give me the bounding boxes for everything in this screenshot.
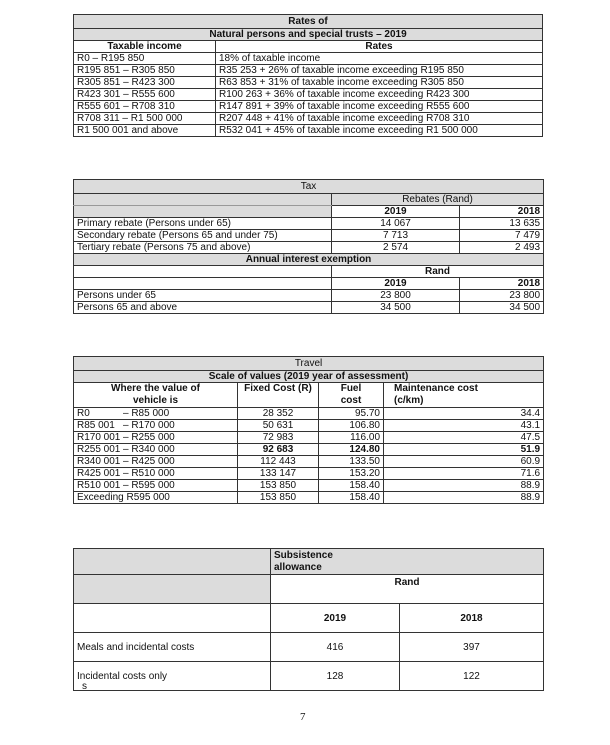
subsistence-title-line2: allowance bbox=[274, 562, 322, 573]
subsistence-table bbox=[73, 548, 544, 691]
rate-value: R207 448 + 41% of taxable income exceeding R708 310 bbox=[216, 113, 543, 125]
vehicle-value-range bbox=[74, 408, 238, 420]
fixed-cost: 153 850 bbox=[238, 492, 319, 504]
vehicle-value-range bbox=[74, 492, 238, 504]
table-row bbox=[74, 408, 544, 420]
fixed-cost: 28 352 bbox=[238, 408, 319, 420]
range-to: – R425 000 bbox=[123, 456, 175, 467]
vehicle-value-range bbox=[74, 420, 238, 432]
range-to: – R255 000 bbox=[123, 432, 175, 443]
table-row bbox=[74, 101, 543, 113]
table-row bbox=[74, 242, 544, 254]
rates-col-rates: Rates bbox=[216, 41, 543, 53]
table-row bbox=[74, 633, 544, 662]
table-row bbox=[74, 456, 544, 468]
col-fuel-line2: cost bbox=[340, 395, 362, 406]
rebate-2018: 7 479 bbox=[460, 230, 544, 242]
rate-value: 18% of taxable income bbox=[216, 53, 543, 65]
maintenance-cost: 88.9 bbox=[384, 492, 544, 504]
exemption-2019: 34 500 bbox=[332, 302, 460, 314]
table-row bbox=[74, 420, 544, 432]
maintenance-cost: 43.1 bbox=[384, 420, 544, 432]
table-row bbox=[74, 89, 543, 101]
table-row bbox=[74, 492, 544, 504]
fuel-cost: 116.00 bbox=[319, 432, 384, 444]
range-to: – R170 000 bbox=[123, 420, 175, 431]
fixed-cost: 72 983 bbox=[238, 432, 319, 444]
fixed-cost: 133 147 bbox=[238, 468, 319, 480]
table-row bbox=[74, 65, 543, 77]
subsistence-year-2018: 2018 bbox=[400, 604, 544, 633]
income-bracket: R305 851 – R423 300 bbox=[74, 77, 216, 89]
range-from: R510 001 bbox=[77, 480, 121, 491]
col-vehicle-value-line1: Where the value of bbox=[111, 383, 200, 394]
range-from: R255 001 bbox=[77, 444, 121, 455]
maintenance-cost: 51.9 bbox=[384, 444, 544, 456]
fuel-cost: 106.80 bbox=[319, 420, 384, 432]
rate-value: R63 853 + 31% of taxable income exceeding R305 850 bbox=[216, 77, 543, 89]
rebates-year-2019: 2019 bbox=[332, 206, 460, 218]
subsistence-rand-header: Rand bbox=[271, 575, 544, 604]
income-bracket: R195 851 – R305 850 bbox=[74, 65, 216, 77]
exemption-label: Persons 65 and above bbox=[74, 302, 332, 314]
table-row bbox=[74, 432, 544, 444]
table-row bbox=[74, 230, 544, 242]
maintenance-cost: 34.4 bbox=[384, 408, 544, 420]
vehicle-value-range bbox=[74, 444, 238, 456]
rate-value: R100 263 + 36% of taxable income exceeding R423 300 bbox=[216, 89, 543, 101]
subsistence-2018: 397 bbox=[400, 633, 544, 662]
table-row bbox=[74, 113, 543, 125]
page-number: 7 bbox=[300, 711, 306, 723]
col-maintenance-line2: (c/km) bbox=[394, 395, 424, 406]
table-row bbox=[74, 53, 543, 65]
fuel-cost: 95.70 bbox=[319, 408, 384, 420]
income-bracket: R708 311 – R1 500 000 bbox=[74, 113, 216, 125]
table-row bbox=[74, 77, 543, 89]
exemption-label: Persons under 65 bbox=[74, 290, 332, 302]
exemption-2018: 23 800 bbox=[460, 290, 544, 302]
rebate-2018: 13 635 bbox=[460, 218, 544, 230]
fixed-cost: 153 850 bbox=[238, 480, 319, 492]
travel-title: Travel bbox=[74, 357, 544, 371]
rebate-2018: 2 493 bbox=[460, 242, 544, 254]
fuel-cost: 158.40 bbox=[319, 492, 384, 504]
rebate-2019: 7 713 bbox=[332, 230, 460, 242]
rebate-label: Tertiary rebate (Persons 75 and above) bbox=[74, 242, 332, 254]
subsistence-year-2019: 2019 bbox=[271, 604, 400, 633]
rebate-2019: 14 067 bbox=[332, 218, 460, 230]
range-from: Exceeding R595 000 bbox=[77, 492, 170, 503]
subsistence-label: Incidental costs only bbox=[74, 662, 271, 691]
rates-subtitle: Natural persons and special trusts – 2019 bbox=[74, 29, 543, 41]
subsistence-2018: 122 bbox=[400, 662, 544, 691]
fixed-cost: 112 443 bbox=[238, 456, 319, 468]
rate-value: R147 891 + 39% of taxable income exceeding R555 600 bbox=[216, 101, 543, 113]
fuel-cost: 153.20 bbox=[319, 468, 384, 480]
exemption-rand-header: Rand bbox=[332, 266, 544, 278]
stray-mark: s bbox=[82, 681, 87, 692]
tax-table bbox=[73, 179, 544, 314]
table-row bbox=[74, 302, 544, 314]
exemption-header: Annual interest exemption bbox=[74, 254, 544, 266]
income-bracket: R0 – R195 850 bbox=[74, 53, 216, 65]
fuel-cost: 133.50 bbox=[319, 456, 384, 468]
fixed-cost: 92 683 bbox=[238, 444, 319, 456]
vehicle-value-range bbox=[74, 480, 238, 492]
range-to: – R510 000 bbox=[123, 468, 175, 479]
col-maintenance-line1: Maintenance cost bbox=[394, 383, 478, 394]
range-from: R170 001 bbox=[77, 432, 121, 443]
table-row bbox=[74, 480, 544, 492]
vehicle-value-range bbox=[74, 456, 238, 468]
rate-value: R532 041 + 45% of taxable income exceeding R1 500 000 bbox=[216, 125, 543, 137]
rates-col-income: Taxable income bbox=[74, 41, 216, 53]
rebate-label: Primary rebate (Persons under 65) bbox=[74, 218, 332, 230]
rate-value: R35 253 + 26% of taxable income exceeding R195 850 bbox=[216, 65, 543, 77]
income-bracket: R1 500 001 and above bbox=[74, 125, 216, 137]
range-to: – R85 000 bbox=[123, 408, 170, 419]
income-bracket: R555 601 – R708 310 bbox=[74, 101, 216, 113]
col-vehicle-value-line2: vehicle is bbox=[132, 395, 179, 406]
rebates-header: Rebates (Rand) bbox=[332, 194, 544, 206]
travel-table bbox=[73, 356, 544, 504]
maintenance-cost: 71.6 bbox=[384, 468, 544, 480]
range-from: R425 001 bbox=[77, 468, 121, 479]
range-to: – R595 000 bbox=[123, 480, 175, 491]
maintenance-cost: 47.5 bbox=[384, 432, 544, 444]
fuel-cost: 158.40 bbox=[319, 480, 384, 492]
vehicle-value-range bbox=[74, 468, 238, 480]
col-fixed-cost: Fixed Cost (R) bbox=[238, 383, 319, 408]
rebates-year-2018: 2018 bbox=[460, 206, 544, 218]
fuel-cost: 124.80 bbox=[319, 444, 384, 456]
rates-table bbox=[73, 14, 543, 137]
subsistence-2019: 128 bbox=[271, 662, 400, 691]
table-row bbox=[74, 218, 544, 230]
fixed-cost: 50 631 bbox=[238, 420, 319, 432]
rates-title: Rates of bbox=[74, 15, 543, 29]
travel-subtitle: Scale of values (2019 year of assessment) bbox=[74, 371, 544, 383]
subsistence-label: Meals and incidental costs bbox=[74, 633, 271, 662]
exemption-year-2018: 2018 bbox=[460, 278, 544, 290]
table-row bbox=[74, 125, 543, 137]
table-row bbox=[74, 290, 544, 302]
maintenance-cost: 88.9 bbox=[384, 480, 544, 492]
table-row bbox=[74, 444, 544, 456]
exemption-2019: 23 800 bbox=[332, 290, 460, 302]
subsistence-title-line1: Subsistence bbox=[274, 550, 333, 561]
table-row bbox=[74, 468, 544, 480]
range-from: R85 001 bbox=[77, 420, 115, 431]
vehicle-value-range bbox=[74, 432, 238, 444]
exemption-year-2019: 2019 bbox=[332, 278, 460, 290]
table-row bbox=[74, 662, 544, 691]
col-fuel-line1: Fuel bbox=[340, 383, 362, 394]
exemption-2018: 34 500 bbox=[460, 302, 544, 314]
range-to: – R340 000 bbox=[123, 444, 175, 455]
income-bracket: R423 301 – R555 600 bbox=[74, 89, 216, 101]
range-from: R340 001 bbox=[77, 456, 121, 467]
maintenance-cost: 60.9 bbox=[384, 456, 544, 468]
range-from: R0 bbox=[77, 408, 90, 419]
rebate-label: Secondary rebate (Persons 65 and under 75) bbox=[74, 230, 332, 242]
rebate-2019: 2 574 bbox=[332, 242, 460, 254]
tax-title: Tax bbox=[74, 180, 544, 194]
subsistence-2019: 416 bbox=[271, 633, 400, 662]
